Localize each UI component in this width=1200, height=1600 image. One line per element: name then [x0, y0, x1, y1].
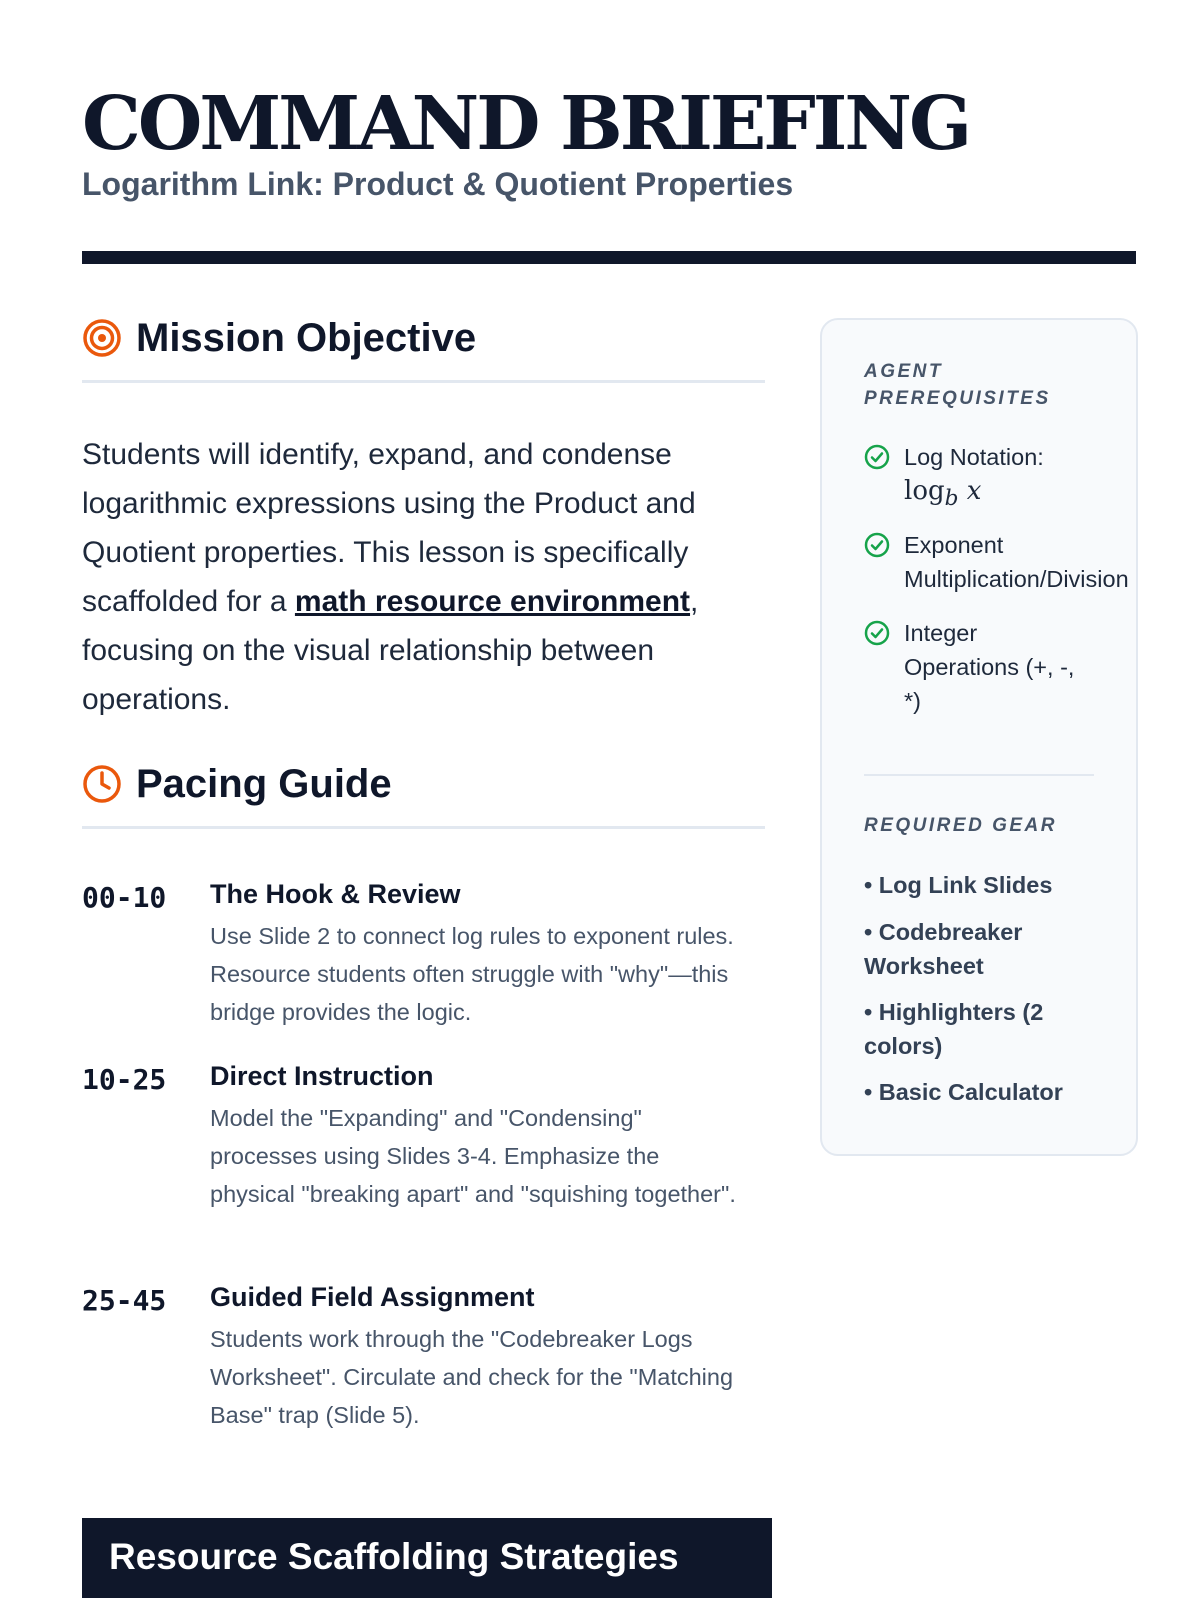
- mission-objective-text: Students will identify, expand, and condense logarithmic expressions using the Product and Quotient properties. This lesson is specifically scaffolded for a math resource environment, focusing on the visual relationship between operations.: [82, 438, 699, 716]
- clock-icon: [82, 764, 122, 804]
- pacing-time: 10-25: [82, 1063, 167, 1096]
- pacing-title: Direct Instruction: [210, 1061, 434, 1091]
- page-title: COMMAND BRIEFING: [82, 81, 970, 167]
- pacing-time: 00-10: [82, 881, 167, 914]
- gear-item: • Highlighters (2 colors): [864, 999, 1044, 1059]
- prerequisite-label: Log Notation: $\log_b x$: [904, 444, 1044, 512]
- scaffolding-heading: Resource Scaffolding Strategies: [109, 1536, 679, 1577]
- scaffolding-banner: [82, 1518, 772, 1598]
- target-icon: [82, 318, 122, 358]
- pacing-description: Students work through the "Codebreaker Logs Worksheet". Circulate and check for the "Matching Base" trap (Slide 5).: [210, 1326, 734, 1428]
- sidebar-card: [820, 318, 1138, 1156]
- sidebar-divider: [864, 774, 1094, 776]
- pacing-title: The Hook & Review: [210, 879, 461, 909]
- mission-objective-heading: Mission Objective: [136, 316, 477, 360]
- pacing-guide-heading: Pacing Guide: [136, 762, 392, 806]
- gear-item: • Log Link Slides: [864, 872, 1053, 898]
- check-circle-icon: [864, 444, 890, 470]
- emphasis-phrase: math resource environment: [294, 585, 691, 618]
- check-circle-icon: [864, 532, 890, 558]
- required-gear-heading: REQUIRED GEAR: [864, 815, 1057, 836]
- pacing-time: 25-45: [82, 1284, 167, 1317]
- lesson-plan-page: [82, 0, 1136, 1600]
- prerequisites-heading: AGENT PREREQUISITES: [864, 361, 1051, 409]
- gear-item: • Codebreaker Worksheet: [864, 919, 1023, 979]
- pacing-title: Guided Field Assignment: [210, 1282, 535, 1312]
- check-circle-icon: [864, 620, 890, 646]
- mission-objective-header: [82, 312, 765, 383]
- page-subtitle: Logarithm Link: Product & Quotient Properties: [82, 166, 794, 202]
- log-notation-math: $\log_b x$: [904, 476, 982, 512]
- prerequisite-label: Exponent Multiplication/Division: [904, 532, 1129, 592]
- pacing-guide-header: [82, 758, 765, 829]
- pacing-description: Use Slide 2 to connect log rules to exponent rules. Resource students often struggle with "why"—this bridge provides the logic.: [210, 923, 734, 1025]
- title-divider: [82, 251, 1136, 264]
- gear-item: • Basic Calculator: [864, 1079, 1063, 1105]
- pacing-description: Model the "Expanding" and "Condensing" processes using Slides 3-4. Emphasize the physical "breaking apart" and "squishing together".: [210, 1105, 736, 1207]
- prerequisite-label: Integer Operations (+, -, *): [904, 620, 1075, 714]
